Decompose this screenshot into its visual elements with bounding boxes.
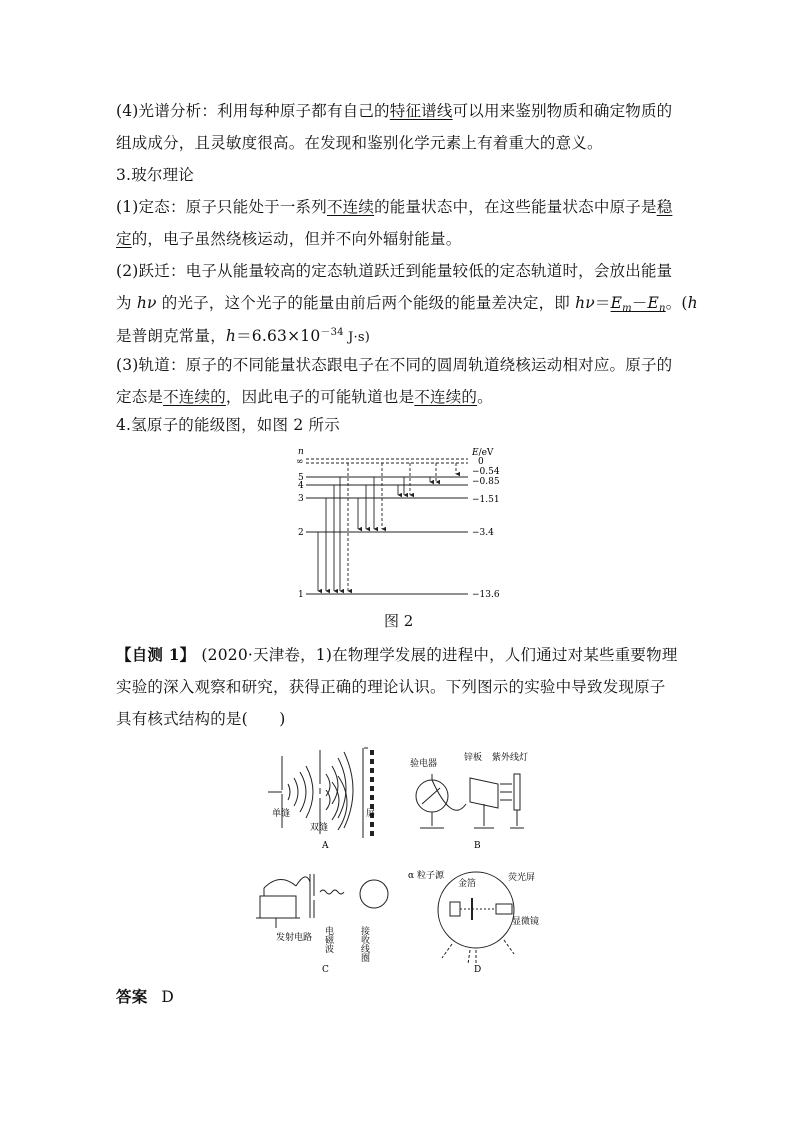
stationary-state-line-2: 定的，电子虽然绕核运动，但并不向外辐射能量。 [116,230,462,248]
level-n-1: 1 [298,590,304,600]
stationary-state-line-1: (1)定态：原子只能处于一系列不连续的能量状态中，在这些能量状态中原子是稳 [116,198,673,216]
level-e-3: −1.51 [472,495,500,505]
label-alpha-source: α 粒子源 [408,871,444,881]
section-bohr-title: 3.玻尔理论 [116,166,194,184]
label-double-slit: 双缝 [310,823,329,833]
transition-arrows [318,463,456,591]
level-n-inf: ∞ [296,457,304,467]
question-line-3: 具有核式结构的是( ) [116,710,286,728]
label-microscope: 显微镜 [512,917,540,927]
figure-d-label: D [474,965,482,975]
figure-a-double-slit [250,744,400,852]
transition-line-3: 是普朗克常量，$h=6.63\times 10^{-34}$ J·s) [116,327,370,345]
figure-c-label: C [322,965,329,975]
answer-label: 答案 [116,987,148,1006]
n-axis-label: n [298,447,304,457]
spectral-analysis-line-1: (4)光谱分析：利用每种原子都有自己的特征谱线可以用来鉴别物质和确定物质的 [116,102,673,120]
level-e-inf: 0 [478,457,484,467]
label-uv-lamp: 紫外线灯 [492,753,529,763]
label-single-slit: 单缝 [272,809,291,819]
figure-b-photoelectric [408,744,548,852]
level-energy-labels [472,457,500,600]
label-electroscope: 验电器 [410,759,438,769]
level-n-2: 2 [298,528,304,538]
energy-axis-label: E/eV [472,448,494,458]
label-fluorescent-screen: 荧光屏 [508,873,536,883]
level-e-4: −0.85 [472,477,500,487]
transition-line-2: 为 hν 的光子，这个光子的能量由前后两个能级的能量差决定，即 $h\nu=E_m-E_n$。(h [116,294,698,314]
figure-b-label: B [474,841,481,851]
question-line-2: 实验的深入观察和研究，获得正确的理论认识。下列图示的实验中导致发现原子 [116,678,666,696]
label-screen: 屏 [366,809,376,819]
label-gold-foil: 金箔 [458,879,477,889]
figure-c-em-wave [250,866,400,978]
level-n-3: 3 [298,494,304,504]
answer-value: D [161,988,175,1006]
level-e-2: −3.4 [472,528,494,538]
label-receiving-coil: 接收线圈 [359,926,369,962]
level-connectors [348,498,410,532]
figure-2-caption: 图 2 [384,612,414,630]
question-line-1: 【自测 1】 (2020·天津卷，1)在物理学发展的进程中，人们通过对某些重要物理 [116,645,678,664]
level-n-labels [296,457,304,600]
orbit-line-2: 定态是不连续的，因此电子的可能轨道也是不连续的。 [116,388,493,406]
label-transmit-circuit: 发射电路 [276,933,313,943]
label-em-wave: 电磁波 [323,926,333,953]
level-lines [306,459,468,594]
figure-d-alpha-scattering [406,866,556,978]
hydrogen-energy-level-diagram [282,444,512,606]
transition-line-1: (2)跃迁：电子从能量较高的定态轨道跃迁到能量较低的定态轨道时，会放出能量 [116,262,673,280]
level-e-5: −0.54 [472,467,500,477]
level-n-4: 4 [298,481,304,491]
orbit-line-1: (3)轨道：原子的不同能量状态跟电子在不同的圆周轨道绕核运动相对应。原子的 [116,356,673,374]
level-e-1: −13.6 [472,590,500,600]
label-zinc-plate: 锌板 [464,753,483,763]
level-n-5: 5 [298,473,304,483]
answer-line [116,986,686,1008]
spectral-analysis-line-2: 组成成分，且灵敏度很高。在发现和鉴别化学元素上有着重大的意义。 [116,134,603,152]
figure-a-label: A [322,841,329,851]
section-energy-title: 4.氢原子的能级图，如图 2 所示 [116,416,340,434]
